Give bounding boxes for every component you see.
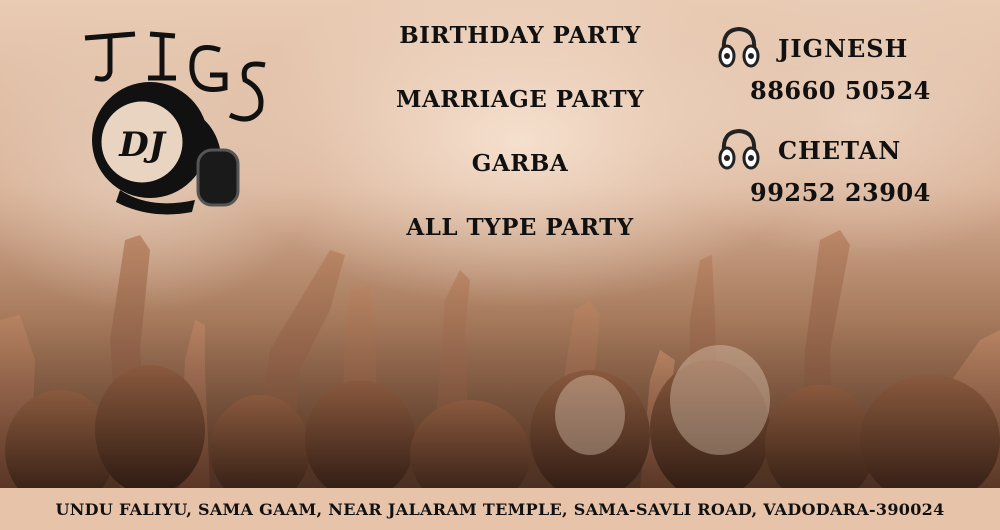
contact-name: JIGNESH <box>778 33 909 63</box>
contact-chetan <box>718 126 978 207</box>
headphones-icon <box>718 24 760 72</box>
contact-name: CHETAN <box>778 135 902 165</box>
event-garba: GARBA <box>471 150 569 177</box>
event-marriage: MARRIAGE PARTY <box>395 86 645 113</box>
contact-phone: 88660 50524 <box>750 76 931 105</box>
svg-text:DJ: DJ <box>119 125 165 165</box>
contact-jignesh <box>718 24 978 105</box>
event-all-type: ALL TYPE PARTY <box>406 214 634 241</box>
address-text: UNDU FALIYU, SAMA GAAM, NEAR JALARAM TEMPLE, SAMA-SAVLI ROAD, VADODARA-390024 <box>55 499 945 519</box>
jigs-dj-logo <box>80 20 280 220</box>
event-list <box>340 18 700 274</box>
event-birthday: BIRTHDAY PARTY <box>399 22 641 49</box>
headphones-icon <box>718 126 760 174</box>
address-footer <box>0 488 1000 530</box>
contact-phone: 99252 23904 <box>750 178 931 207</box>
